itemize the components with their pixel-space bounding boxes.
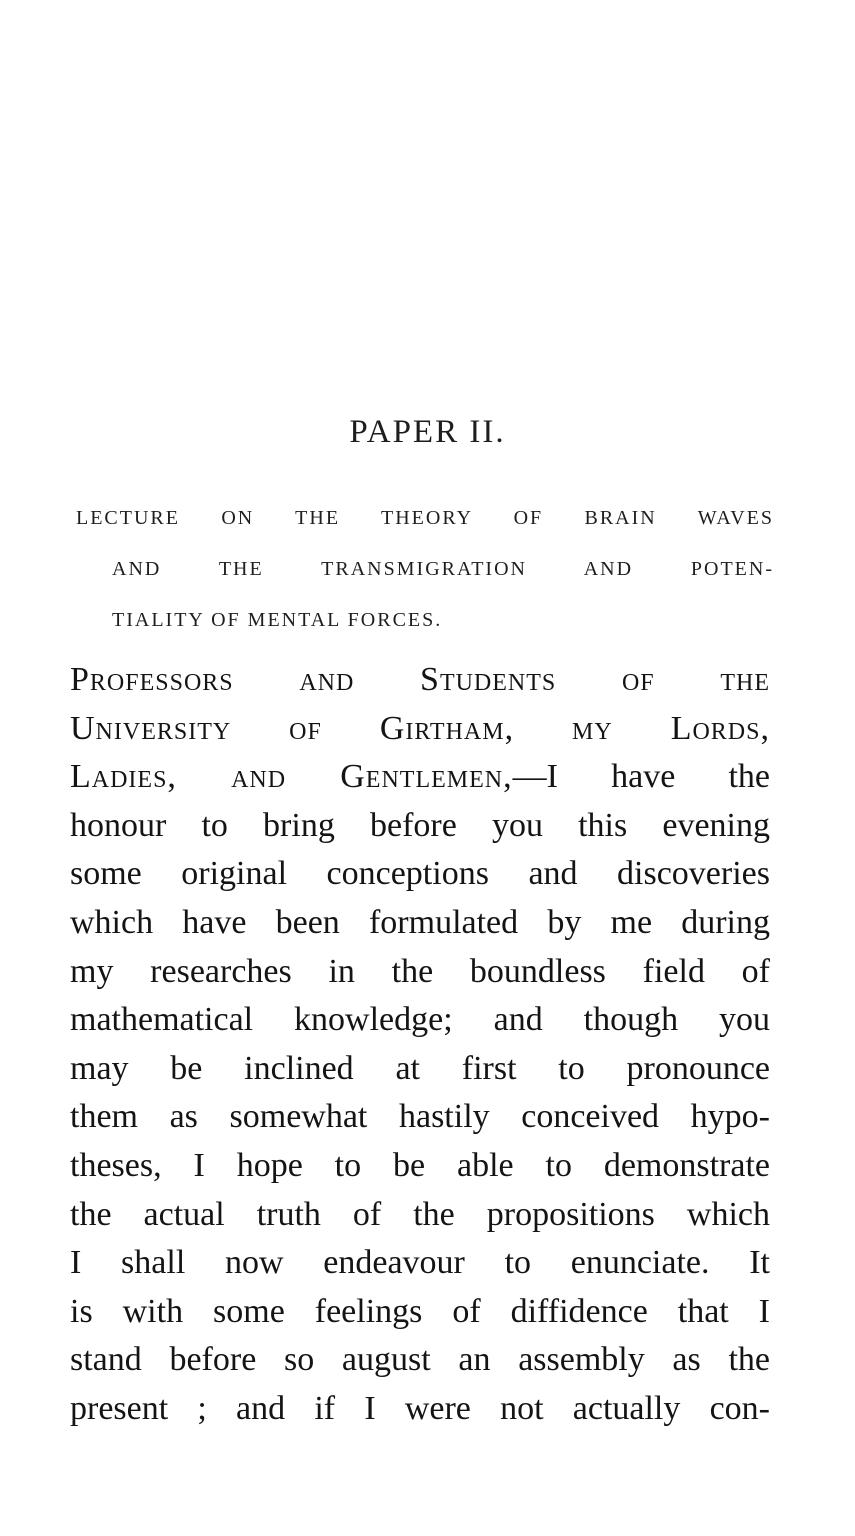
- body-line: present ; and if I were not actually con-: [70, 1389, 770, 1427]
- body-line: theses, I hope to be able to demonstrate: [70, 1146, 770, 1184]
- salutation-line: University of Girtham, my Lords,: [70, 709, 770, 747]
- body-line: which have been formulated by me during: [70, 903, 770, 941]
- subtitle-line: AND THE TRANSMIGRATION AND POTEN-: [112, 558, 774, 580]
- subtitle-line: LECTURE ON THE THEORY OF BRAIN WAVES: [76, 507, 774, 529]
- paper-heading: PAPER II.: [349, 414, 506, 450]
- body-line: may be inclined at first to pronounce: [70, 1049, 770, 1087]
- lecture-subtitle: [76, 493, 774, 646]
- body-line: stand before so august an assembly as the: [70, 1341, 770, 1379]
- subtitle-line: TIALITY OF MENTAL FORCES.: [112, 609, 443, 631]
- salutation-line: Professors and Students of the: [70, 661, 770, 698]
- body-line: is with some feelings of diffidence that I: [70, 1292, 770, 1330]
- salutation-rest: —I have the: [512, 758, 770, 796]
- body-line: I shall now endeavour to enunciate. It: [70, 1244, 770, 1282]
- body-line: honour to bring before you this evening: [70, 806, 770, 844]
- body-line: them as somewhat hastily conceived hypo-: [70, 1098, 770, 1136]
- body-line: the actual truth of the propositions which: [70, 1195, 770, 1233]
- salutation-caps: Ladies, and Gentlemen,: [70, 758, 513, 796]
- body-line: some original conceptions and discoveries: [70, 855, 770, 893]
- lecture-body: [70, 656, 770, 1434]
- body-line: my researches in the boundless field of: [70, 952, 770, 990]
- body-line: mathematical knowledge; and though you: [70, 1001, 770, 1039]
- salutation-line: [70, 753, 770, 802]
